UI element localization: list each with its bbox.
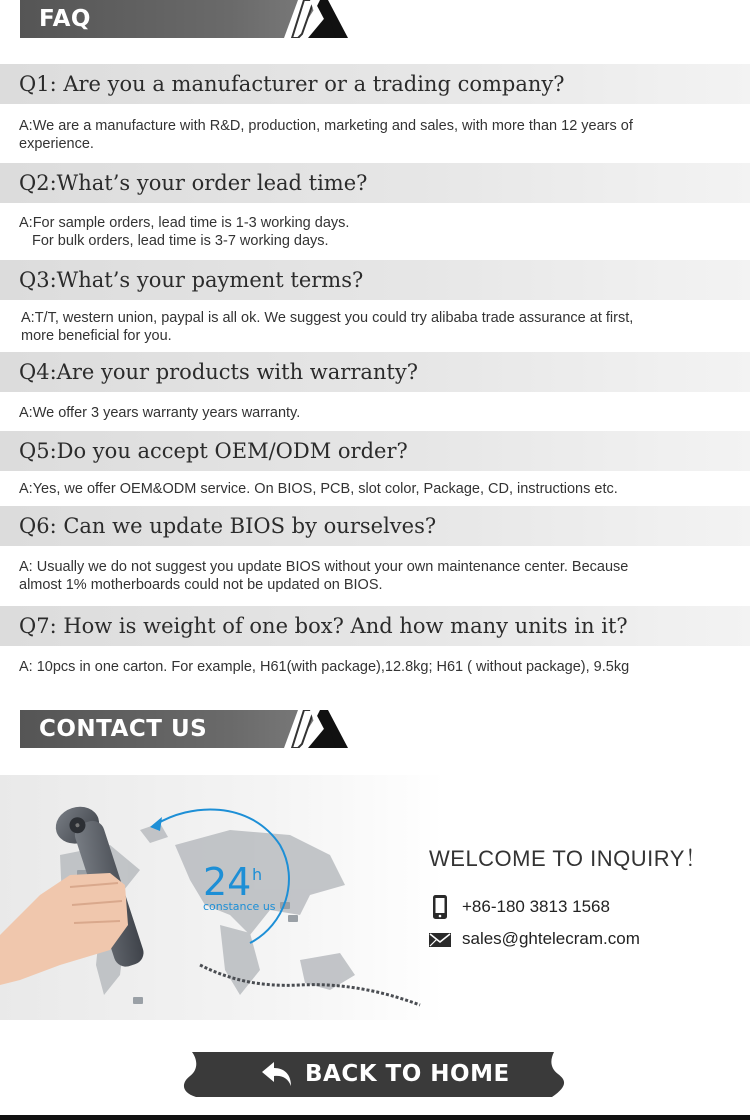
banner-decoration-icon [284, 0, 350, 38]
mobile-phone-icon [429, 895, 451, 919]
phone-number[interactable]: +86-180 3813 1568 [462, 897, 610, 916]
banner-decoration-icon [284, 710, 350, 748]
welcome-heading: WELCOME TO INQUIRY！ [429, 846, 708, 871]
answer-line: For bulk orders, lead time is 3-7 working days. [32, 233, 329, 249]
question-text: Q5:Do you accept OEM/ODM order? [19, 439, 408, 463]
answer-line: more beneficial for you. [21, 328, 172, 344]
badge-superscript: h [252, 865, 263, 884]
answer-line: A: 10pcs in one carton. For example, H61(with package),12.8kg; H61 ( without package), 9.5kg [19, 659, 630, 675]
question-text: Q4:Are your products with warranty? [19, 360, 418, 384]
badge-number: 24 [203, 860, 252, 904]
answer-line: A: Usually we do not suggest you update BIOS without your own maintenance center. Because [19, 559, 629, 575]
answer-line: almost 1% motherboards could not be updated on BIOS. [19, 577, 383, 593]
question-text: Q3:What’s your payment terms? [19, 268, 364, 292]
faq-answer-1 [19, 117, 719, 153]
faq-answer-2 [19, 214, 719, 250]
question-text: Q2:What’s your order lead time? [19, 171, 368, 195]
answer-line: A:For sample orders, lead time is 1-3 working days. [19, 215, 350, 231]
question-text: Q1: Are you a manufacturer or a trading company? [19, 72, 565, 96]
faq-answer-4 [19, 404, 719, 422]
contact-section-banner [20, 710, 350, 748]
faq-title: FAQ [39, 6, 91, 32]
question-text: Q7: How is weight of one box? And how many units in it? [19, 614, 628, 638]
faq-question-7 [0, 606, 750, 646]
faq-answer-3 [21, 309, 721, 345]
contact-title: CONTACT US [39, 716, 208, 742]
answer-line: experience. [19, 136, 94, 152]
faq-question-4 [0, 352, 750, 392]
faq-answer-6 [19, 558, 719, 594]
answer-line: A:T/T, western union, paypal is all ok. We suggest you could try alibaba trade assurance at first, [21, 310, 634, 326]
email-address[interactable]: sales@ghtelecram.com [462, 929, 640, 948]
faq-answer-7 [19, 658, 719, 676]
back-to-home-button[interactable] [180, 1052, 568, 1097]
answer-line: A:Yes, we offer OEM&ODM service. On BIOS, PCB, slot color, Package, CD, instructions etc. [19, 481, 618, 497]
faq-question-1 [0, 64, 750, 104]
faq-question-5 [0, 431, 750, 471]
faq-question-3 [0, 260, 750, 300]
faq-answer-5 [19, 480, 719, 498]
faq-question-6 [0, 506, 750, 546]
back-to-home-label: BACK TO HOME [305, 1061, 510, 1087]
faq-section-banner [20, 0, 350, 38]
question-text: Q6: Can we update BIOS by ourselves? [19, 514, 437, 538]
bottom-divider [0, 1115, 750, 1120]
badge-caption: constance us [203, 900, 276, 913]
contact-area [0, 775, 750, 1020]
envelope-icon [429, 927, 451, 951]
reply-arrow-icon [262, 1060, 292, 1088]
answer-line: A:We offer 3 years warranty years warranty. [19, 405, 301, 421]
contact-photo-image [0, 775, 445, 1020]
faq-question-2 [0, 163, 750, 203]
answer-line: A:We are a manufacture with R&D, production, marketing and sales, with more than 12 years of [19, 118, 633, 134]
